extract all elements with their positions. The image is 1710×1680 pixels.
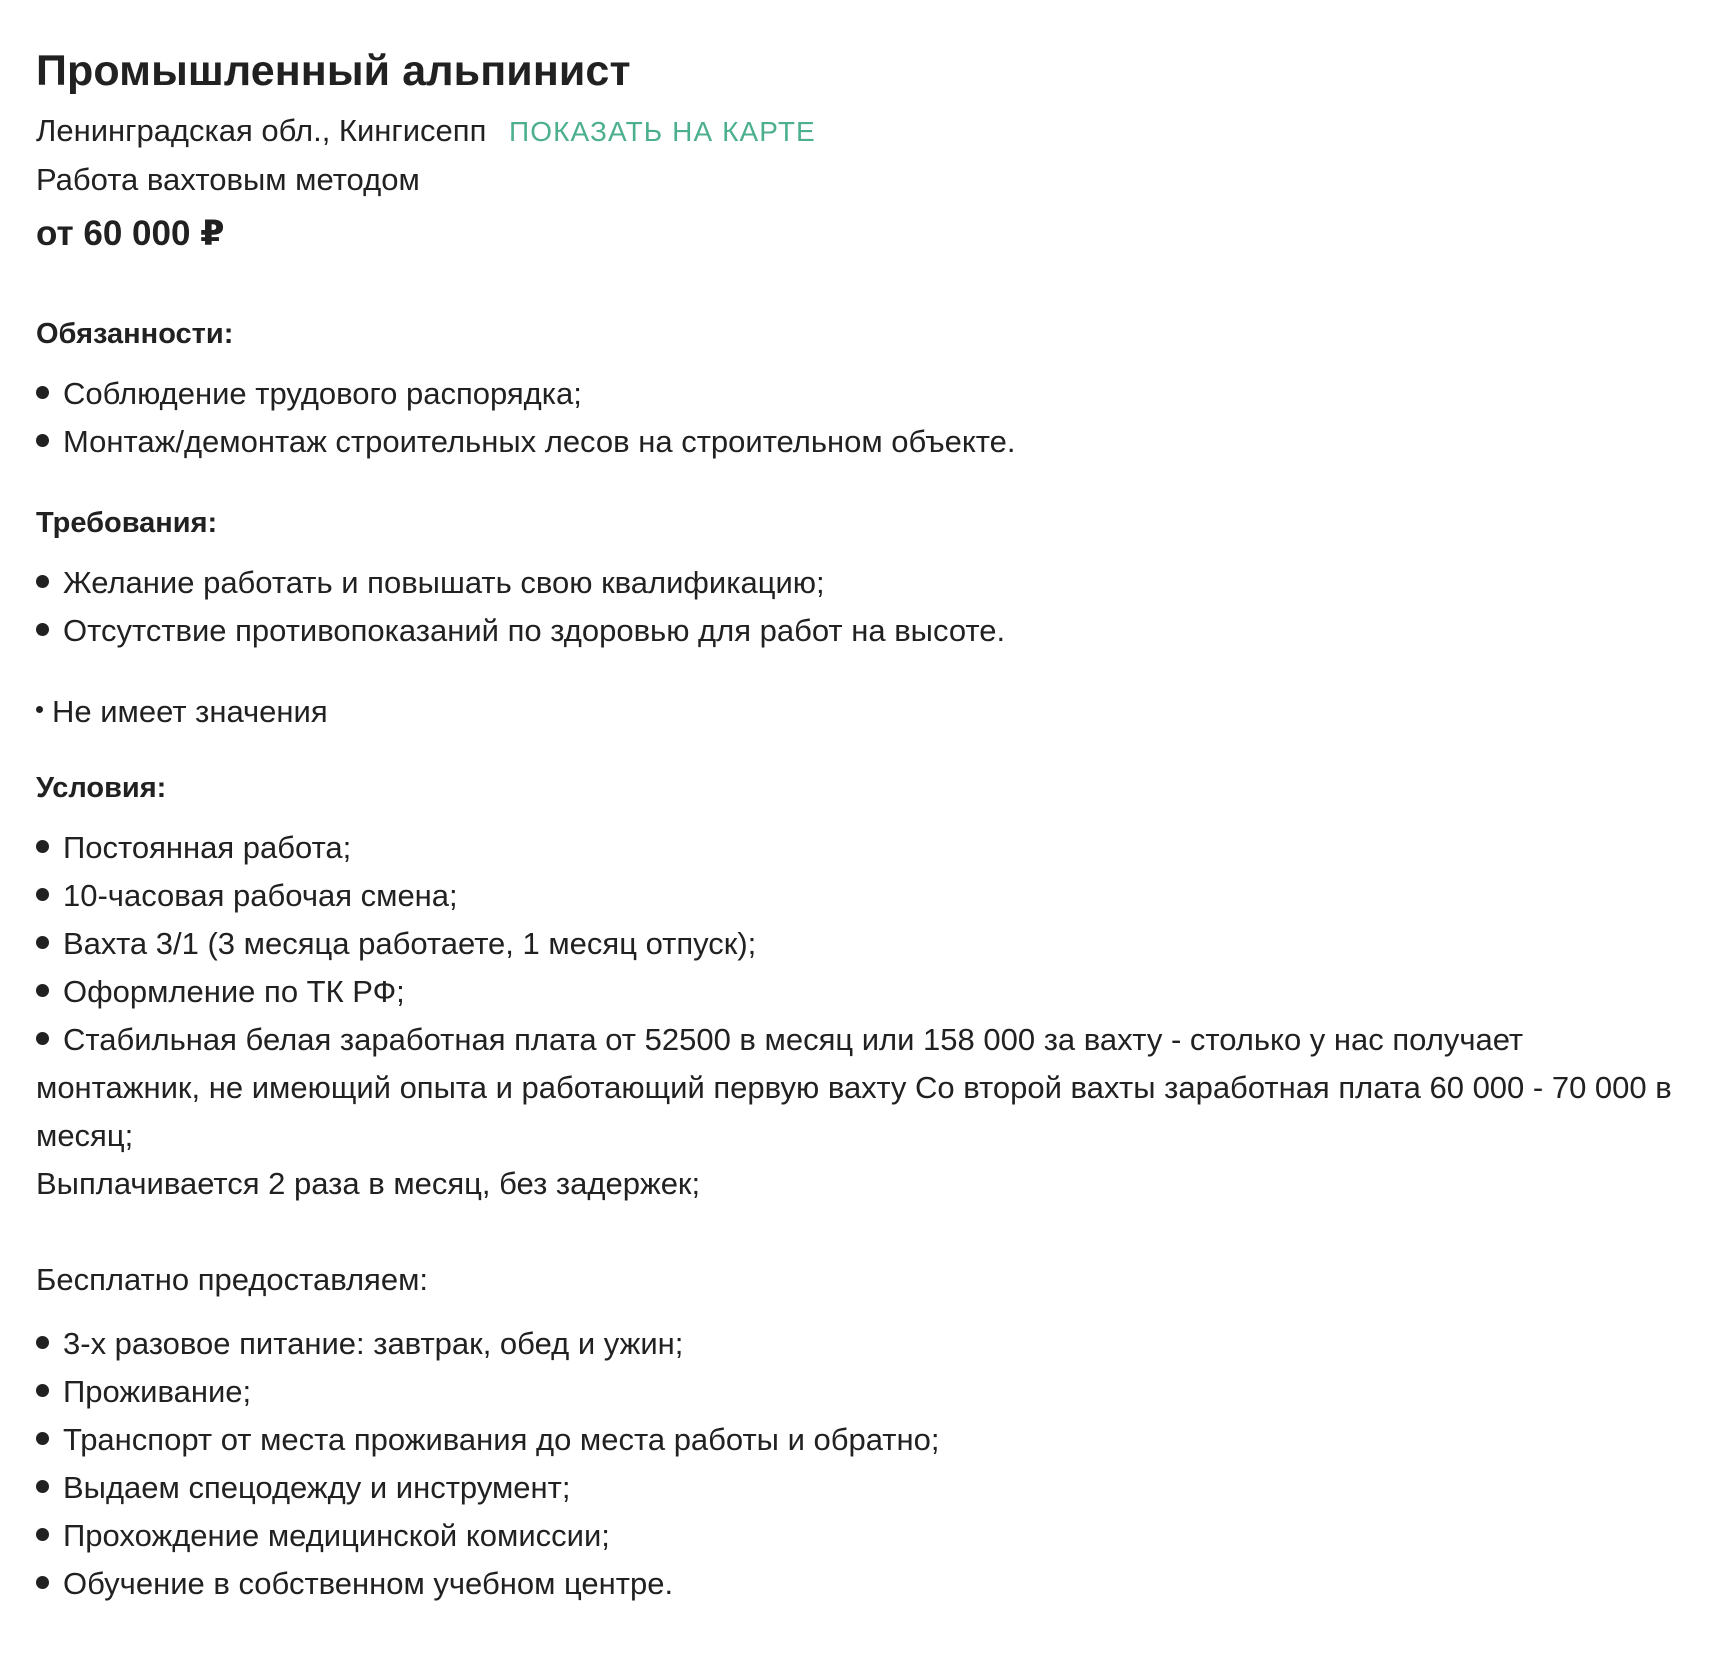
conditions-heading: Условия: [36,772,167,804]
requirements-heading: Требования: [36,507,218,539]
bullet-icon [36,1576,49,1589]
list-item: Стабильная белая заработная плата от 52500 в месяц или 158 000 за вахту - столько у нас получает монтажник, не имеющий опыта и работающий первую вахту Со второй вахты заработная плата 60 000 - 70 000 в месяц; [36,1022,1672,1153]
list-item: Проживание; [36,1368,1676,1416]
list-item: Желание работать и повышать свою квалификацию; [36,559,1676,607]
list-item: Монтаж/демонтаж строительных лесов на строительном объекте. [36,418,1676,466]
bullet-icon [36,1336,49,1349]
show-on-map-link[interactable]: ПОКАЗАТЬ НА КАРТЕ [509,116,816,147]
bullet-icon [36,1432,49,1445]
bullet-icon [36,984,49,997]
list-item: Соблюдение трудового распорядка; [36,370,1676,418]
free-benefits-heading: Бесплатно предоставляем: [36,1262,428,1297]
free-benefits-list [36,1320,1676,1608]
bullet-icon [36,1528,49,1541]
list-item: Вахта 3/1 (3 месяца работаете, 1 месяц отпуск); [36,920,1676,968]
list-item: 10-часовая рабочая смена; [36,872,1676,920]
list-item: Прохождение медицинской комиссии; [36,1512,1676,1560]
list-item: Выдаем спецодежду и инструмент; [36,1464,1676,1512]
duties-heading: Обязанности: [36,318,234,350]
experience-requirement: Не имеет значения [36,688,1676,736]
spacer [36,1208,1676,1256]
job-title: Промышленный альпинист [36,47,631,95]
bullet-icon [36,386,49,399]
duties-list [36,370,1676,466]
bullet-icon [36,1480,49,1493]
conditions-list [36,824,1676,1160]
bullet-icon [36,1032,49,1045]
bullet-icon [36,888,49,901]
list-item: Транспорт от места проживания до места работы и обратно; [36,1416,1676,1464]
bullet-icon [36,575,49,588]
work-schedule: Работа вахтовым методом [36,162,420,197]
bullet-icon [36,1384,49,1397]
list-item: Отсутствие противопоказаний по здоровью для работ на высоте. [36,607,1676,655]
salary: от 60 000 ₽ [36,214,225,253]
list-item: Постоянная работа; [36,824,1676,872]
location-text: Ленинградская обл., Кингисепп [36,113,487,148]
conditions-section [36,768,1676,1608]
location-row [36,107,1676,156]
list-item: Оформление по ТК РФ; [36,968,1676,1016]
requirements-list [36,559,1676,655]
bullet-icon [36,840,49,853]
bullet-icon [36,434,49,447]
small-bullet-icon [36,706,43,713]
requirements-section [36,503,1676,655]
list-item: Обучение в собственном учебном центре. [36,1560,1676,1608]
payment-note: Выплачивается 2 раза в месяц, без задержек; [36,1166,701,1201]
bullet-icon [36,623,49,636]
duties-section [36,314,1676,466]
list-item: 3-х разовое питание: завтрак, обед и ужин; [36,1320,1676,1368]
bullet-icon [36,936,49,949]
